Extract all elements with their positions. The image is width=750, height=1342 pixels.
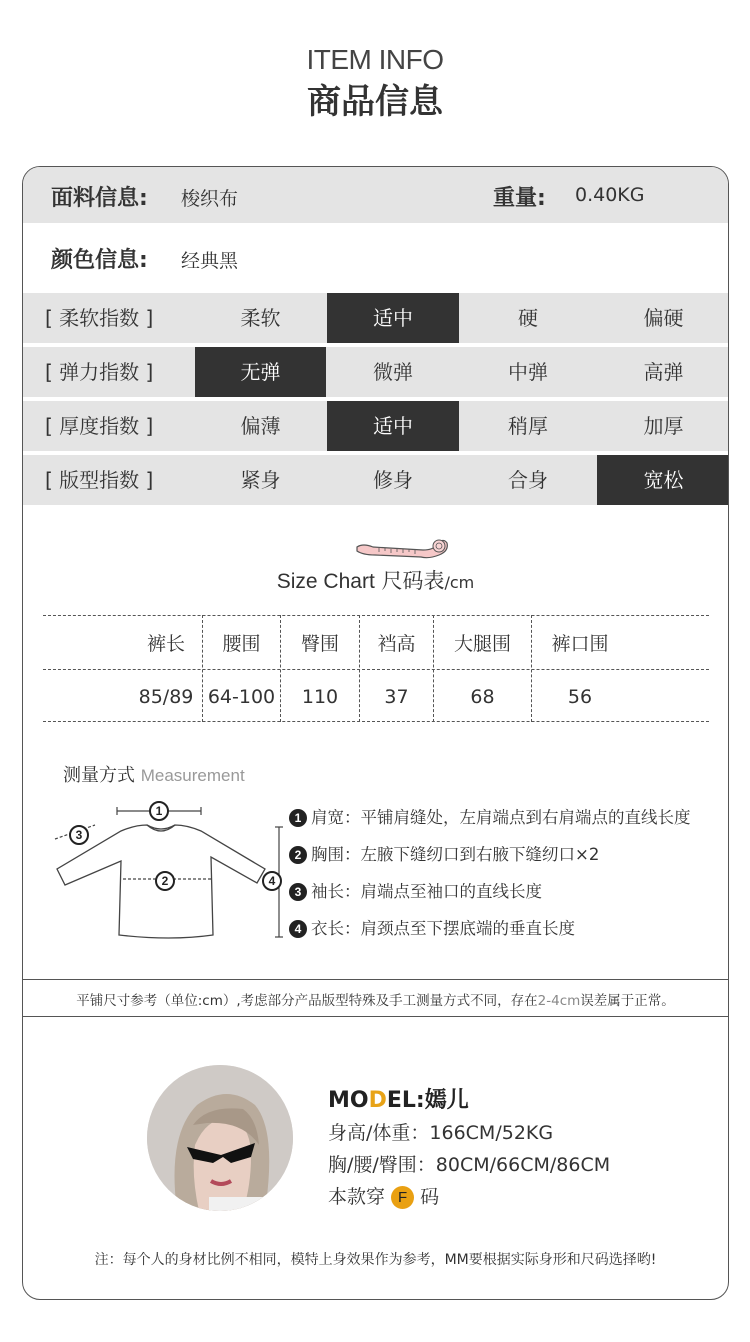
table-header: 臀围 (300, 633, 339, 655)
svg-text:4: 4 (268, 874, 276, 888)
number-badge: 1 (289, 809, 307, 827)
measurement-list (289, 799, 691, 947)
measurement-text: 胸围：左腋下缝纫口到右腋下缝纫口×2 (311, 844, 600, 864)
divider (23, 979, 728, 980)
size-worn-prefix: 本款穿 (328, 1186, 386, 1208)
model-label: MO (328, 1088, 369, 1113)
softness-index-row (23, 293, 728, 343)
item-info-card (22, 166, 729, 1300)
index-option: 中弹 (508, 360, 548, 384)
svg-text:1: 1 (155, 804, 163, 818)
number-badge: 3 (289, 883, 307, 901)
table-cell: 85/89 (138, 686, 194, 708)
size-chart-title-en: Size Chart (276, 570, 375, 593)
measurement-title-en: Measurement (140, 766, 245, 785)
garment-diagram (51, 795, 291, 941)
fabric-label: 面料信息: (51, 186, 148, 211)
measurement-title (63, 761, 245, 787)
number-badge: 2 (289, 846, 307, 864)
index-option: 柔软 (240, 306, 281, 330)
model-size-worn (328, 1181, 610, 1213)
index-option: 高弹 (643, 360, 684, 384)
table-cell: 64-100 (207, 686, 276, 708)
elasticity-index-row (23, 347, 728, 397)
svg-text:3: 3 (75, 828, 83, 842)
model-avatar (147, 1065, 293, 1211)
index-option: 稍厚 (508, 414, 548, 438)
measurement-title-cn: 测量方式 (63, 765, 135, 786)
measurement-item (289, 873, 691, 910)
index-option: 偏薄 (240, 414, 281, 438)
index-name: [ 版型指数 ] (45, 468, 154, 492)
index-name: [ 厚度指数 ] (45, 414, 154, 438)
index-name: [ 弹力指数 ] (45, 360, 154, 384)
measurement-text: 袖长：肩端点至袖口的直线长度 (311, 881, 542, 901)
table-cell: 56 (567, 686, 593, 708)
size-chart-unit: /cm (444, 573, 475, 592)
size-chart-title (23, 565, 728, 595)
measurement-item (289, 799, 691, 836)
model-name-value: 嫣儿 (424, 1088, 469, 1113)
index-option: 适中 (327, 401, 459, 451)
model-name (328, 1085, 610, 1117)
table-header: 裆高 (377, 633, 416, 655)
size-badge: F (391, 1186, 414, 1209)
index-option: 紧身 (240, 468, 281, 492)
divider (23, 1016, 728, 1017)
index-option: 偏硬 (643, 306, 684, 330)
model-label-end: EL: (386, 1088, 425, 1113)
index-option: 修身 (373, 468, 413, 492)
color-label: 颜色信息: (51, 248, 148, 273)
note-highlight: 2-4cm (537, 993, 581, 1009)
table-header: 大腿围 (453, 633, 511, 655)
header-title-en: ITEM INFO (306, 44, 444, 75)
table-header: 腰围 (222, 633, 261, 655)
table-cell: 110 (301, 686, 339, 708)
thickness-index-row (23, 401, 728, 451)
number-badge: 4 (289, 920, 307, 938)
measurement-text: 肩宽：平铺肩缝处，左肩端点到右肩端点的直线长度 (311, 807, 691, 827)
fabric-row (23, 167, 728, 223)
header-title-cn: 商品信息 (307, 82, 443, 122)
note-text: 平铺尺寸参考（单位:cm）,考虑部分产品版型特殊及手工测量方式不同，存在 (76, 993, 538, 1009)
index-option: 宽松 (597, 455, 729, 505)
size-chart-title-cn: 尺码表 (381, 569, 445, 593)
measurement-item (289, 910, 691, 947)
index-option: 无弹 (195, 347, 326, 397)
index-option: 加厚 (643, 414, 684, 438)
tape-measure-icon (353, 533, 449, 563)
model-measurements: 胸/腰/臀围：80CM/66CM/86CM (328, 1154, 611, 1176)
index-option: 微弹 (373, 360, 413, 384)
note-text-end: 误差属于正常。 (580, 993, 675, 1009)
weight-value: 0.40KG (575, 184, 645, 206)
footer-note: 注：每个人的身材比例不相同，模特上身效果作为参考，MM要根据实际身形和尺码选择哟! (94, 1252, 657, 1268)
color-row (23, 223, 728, 293)
section-header (0, 40, 750, 124)
index-option: 硬 (518, 306, 538, 330)
svg-text:2: 2 (161, 874, 169, 888)
index-option: 合身 (508, 468, 548, 492)
model-info (328, 1085, 610, 1213)
size-table (43, 615, 709, 722)
model-label-accent: D (368, 1088, 387, 1113)
color-value: 经典黑 (181, 250, 239, 272)
model-height-weight: 身高/体重：166CM/52KG (328, 1122, 554, 1144)
table-cell: 37 (384, 686, 409, 708)
table-header: 裤长 (146, 633, 185, 655)
index-option: 适中 (327, 293, 459, 343)
weight-label: 重量: (493, 186, 546, 211)
table-cell: 68 (470, 686, 495, 708)
measurement-item (289, 836, 691, 873)
measurement-note (23, 989, 728, 1009)
measurement-text: 衣长：肩颈点至下摆底端的垂直长度 (311, 918, 575, 938)
fit-index-row (23, 455, 728, 505)
size-worn-suffix: 码 (420, 1186, 440, 1208)
fabric-value: 梭织布 (181, 188, 239, 210)
index-name: [ 柔软指数 ] (45, 306, 154, 330)
table-header: 裤口围 (551, 633, 609, 655)
